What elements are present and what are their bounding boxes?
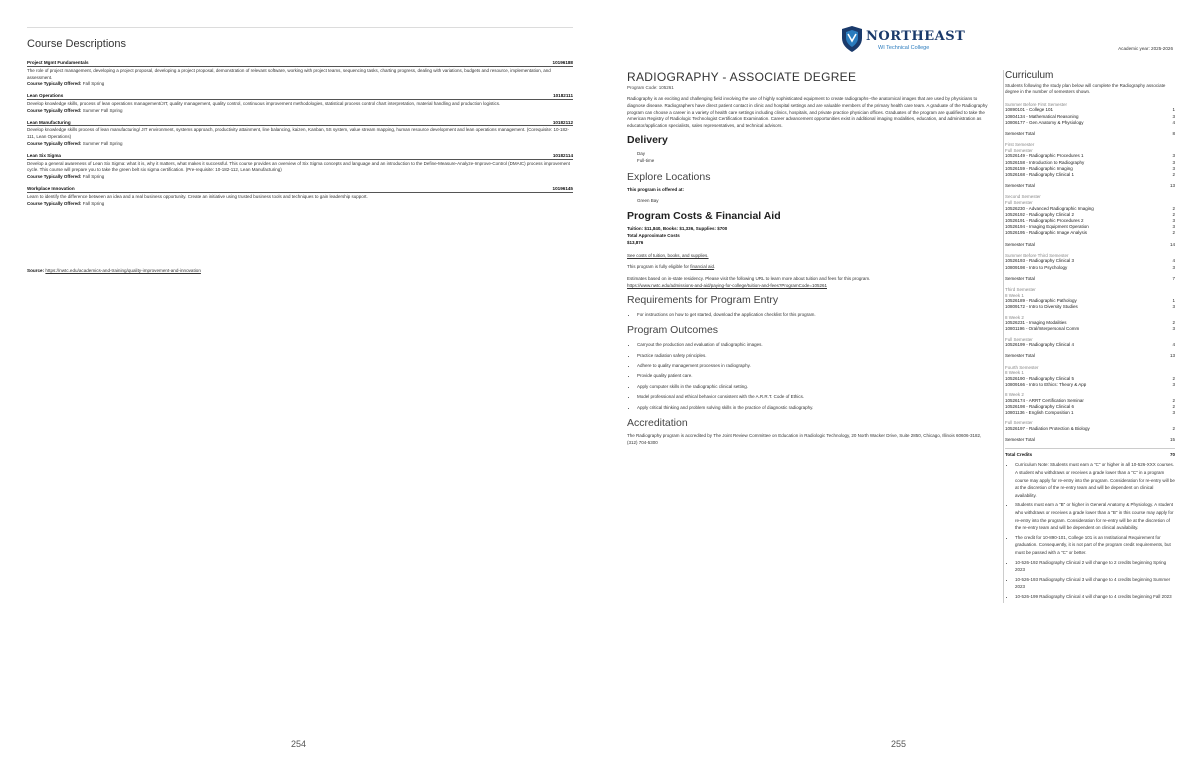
curriculum-course-credits: 2 (1172, 404, 1175, 410)
curriculum-course-name: 10526158 - Introduction to Radiography (1005, 159, 1085, 165)
curriculum-course-row (1005, 426, 1175, 432)
requirement-item: • For instructions on how to get started, download the application checklist for this program. (637, 310, 989, 320)
curriculum-course-name: 10526159 - Radiographic Imaging (1005, 165, 1073, 171)
financial-aid-line (627, 264, 989, 271)
outcome-item: • Model professional and ethical behavior consistent with the A.R.R.T. Code of Ethics. (637, 392, 989, 402)
locations-label: This program is offered at: (627, 186, 685, 192)
curriculum-course-name: 10526199 - Radiography Clinical 4 (1005, 342, 1075, 348)
page-number: 254 (291, 739, 307, 749)
curriculum-course-row (1005, 265, 1175, 271)
curriculum-course-name: 10806177 - Gen Anatomy & Physiology (1005, 119, 1084, 125)
curriculum-course-name: 10526193 - Radiography Clinical 3 (1005, 258, 1075, 264)
curriculum-note: • Curriculum Note: Students must earn a "C" or higher in all 10-526-XXX courses. A student who withdraws or receives a grade lower than a "C" in a program course may apply for re-entry into the program. Consideration for re-entry will be at the discretion of the re-entry team and will be dependent on clinical availability. (1015, 461, 1175, 499)
course-offered (27, 201, 573, 208)
semester-total (1005, 183, 1175, 189)
estimates-link[interactable]: https://www.nwtc.edu/admissions-and-aid/paying-for-college/tuition-and-fees?ProgramCode=105261 (627, 283, 827, 289)
curriculum-course-row (1005, 304, 1175, 310)
curriculum-course-credits: 2 (1172, 426, 1175, 432)
curriculum-course-name: 10526194 - Imaging Equipment Operation (1005, 224, 1089, 230)
course-header (27, 93, 573, 100)
curriculum-course-credits: 4 (1172, 119, 1175, 125)
curriculum-course-credits: 3 (1172, 326, 1175, 332)
group-label: 8 Week 1 (1005, 370, 1024, 376)
curriculum-course-credits: 2 (1172, 397, 1175, 403)
financial-aid-text: This program is fully eligible for (627, 264, 691, 270)
course-name: Lean Six Sigma (27, 152, 61, 158)
course-name: Workplace Innovation (27, 185, 75, 191)
group-label: 8 Week 2 (1005, 314, 1024, 320)
course-description: Develop a general awareness of Lean Six Sigma: what it is, why it matters, what makes it successful. This course provides an overview of Six Sigma concepts and language and an introduction to the Define-Measure-Analyze-Improve-Control (DMAIC) process improvement cycle. This course will prepare you to take the green belt six sigma certification. (Pre-requisite: 10-182-112, Lean Manufacturing) (27, 160, 570, 173)
outcome-item: • Adhere to quality management processes in radiography. (637, 361, 989, 371)
course-entry (27, 186, 573, 207)
total-credits-value: 70 (1169, 452, 1175, 458)
curriculum-course-name: 10526189 - Radiographic Pathology (1005, 298, 1077, 304)
delivery-item: Day (637, 150, 646, 156)
semester-label: Full Semester (1005, 147, 1033, 153)
program-code: Program Code: 105261 (627, 85, 674, 90)
semester-block (1005, 142, 1175, 189)
requirements-heading: Requirements for Program Entry (627, 293, 779, 306)
semester-label: Full Semester (1005, 200, 1033, 206)
offered-terms: Fall Spring (82, 81, 105, 87)
source-line (27, 268, 201, 273)
curriculum-panel (1003, 70, 1175, 603)
course-name: Project Mgmt Fundamentals (27, 60, 89, 65)
group-label: Full Semester (1005, 420, 1033, 426)
college-logo (840, 26, 980, 54)
top-divider (27, 27, 573, 28)
curriculum-notes (1005, 461, 1175, 600)
semester-label: Third Semester (1005, 287, 1036, 293)
curriculum-course-name: 10526190 - Radiography Clinical 5 (1005, 375, 1075, 381)
curriculum-course-credits: 3 (1172, 304, 1175, 310)
semester-block (1005, 253, 1175, 282)
course-name: Lean Operations (27, 93, 64, 99)
outcomes-heading: Program Outcomes (627, 324, 719, 337)
curriculum-course-credits: 3 (1172, 264, 1175, 270)
total-credits (1005, 448, 1175, 457)
offered-label: Course Typically Offered: (27, 174, 82, 180)
course-offered (27, 108, 573, 115)
financial-aid-link[interactable]: financial aid (690, 264, 715, 270)
curriculum-course-name: 10526198 - Radiography Clinical 6 (1005, 404, 1075, 410)
curriculum-course-credits: 2 (1172, 211, 1175, 217)
offered-label: Course Typically Offered: (27, 107, 82, 113)
course-entry (27, 93, 573, 114)
source-label: Source: (27, 268, 45, 273)
semester-list (1005, 102, 1175, 444)
semester-total-value: 7 (1172, 275, 1175, 281)
course-description: The role of project management, developing a project proposal, developing a project proposal, demonstration of relevant software, working with project teams, sequencing tasks, charting progress, dealing with variations, budgets and resource, implementation, and assessment. (27, 67, 551, 80)
financial-aid-end: . (714, 264, 716, 270)
semester-label: Fourth Semester (1005, 364, 1039, 370)
curriculum-course-credits: 3 (1172, 410, 1175, 416)
offered-label: Course Typically Offered: (27, 140, 82, 146)
course-entry (27, 120, 573, 148)
semester-total-label: Semester Total (1005, 437, 1035, 443)
semester-total (1005, 131, 1175, 137)
course-description: Develop knowledge skills, process of lean operations management/JIT, quality management, quality control, continuous improvement methodologies, statistical process control chart interpretation, material handling and production logistics. (27, 100, 501, 106)
semester-total-value: 8 (1172, 131, 1175, 137)
tuition-line: Tuition: $11,840, Books: $1,336, Supplies: $700 (627, 226, 728, 232)
semester-total-value: 14 (1169, 241, 1175, 247)
group-label: Full Semester (1005, 336, 1033, 342)
course-offered (27, 174, 573, 181)
semester-block (1005, 287, 1175, 360)
curriculum-course-name: 10809172 - Intro to Diversity Studies (1005, 304, 1078, 310)
curriculum-note: • 10-526-193 Radiography Clinical 3 will change to 4 credits beginning Summer 2023 (1015, 576, 1175, 591)
semester-block (1005, 194, 1175, 247)
offered-terms: Fall Spring (82, 174, 105, 180)
curriculum-course-name: 10801136 - English Composition 1 (1005, 410, 1074, 416)
curriculum-course-row (1005, 342, 1175, 348)
course-offered (27, 81, 573, 88)
academic-year: Academic year: 2025-2026 (1118, 46, 1173, 51)
costs-heading: Program Costs & Financial Aid (627, 210, 781, 223)
course-header (27, 60, 573, 67)
curriculum-course-credits: 1 (1172, 298, 1175, 304)
total-credits-label: Total Credits (1005, 452, 1033, 458)
course-list (27, 60, 573, 212)
semester-label: First Semester (1005, 142, 1035, 148)
semester-total-label: Semester Total (1005, 353, 1035, 359)
semester-total (1005, 437, 1175, 443)
course-code: 10182114 (552, 152, 573, 158)
curriculum-title: Curriculum (1005, 70, 1054, 81)
offered-label: Course Typically Offered: (27, 81, 82, 87)
total-costs-label: Total Approximate Costs (627, 233, 680, 239)
semester-total (1005, 276, 1175, 282)
course-name: Lean Manufacturing (27, 119, 71, 125)
curriculum-course-name: 10526168 - Radiography Clinical 1 (1005, 172, 1075, 178)
curriculum-course-name: 10526192 - Radiography Clinical 2 (1005, 211, 1075, 217)
semester-label: Summer Before First Semester (1005, 101, 1068, 107)
outcome-item: • Apply critical thinking and problem solving skills in the practice of diagnostic radiography. (637, 403, 989, 413)
estimates-text: Estimates based on in-state residency. Please visit the following URL to learn more about tuition and fees for this program. (627, 276, 871, 282)
curriculum-course-name: 10526230 - Advanced Radiographic Imaging (1005, 205, 1094, 211)
curriculum-note: • Students must earn a "B" or higher in General Anatomy & Physiology. A student who withdraws or receives a grade lower than a "B" in this course may apply for re-entry into the program. Consideration for re-entry will be at the discretion of the re-entry team and will be dependent on clinical availability. (1015, 501, 1175, 531)
program-intro: Radiography is an exciting and challenging field involving the use of highly sophisticated equipment to create radiographs--the anatomical images that are used by physicians to diagnose disease. Radiographers have direct patient contact in clinic and hospital settings and are valuable members of the primary health care team. A graduate of the Radiography program can choose a career in a variety of health care settings including clinics, hospitals, and private practice physician offices. Graduates of the program are qualified to take the American Registry of Radiologic Technologist Certification Examination. Career advancement opportunities exist in additional imaging modalities, education, and administration as educator/application specialists, sales representatives, and technical advisors. (627, 96, 988, 129)
offered-label: Course Typically Offered: (27, 200, 82, 206)
outcome-item: • Practice radiation safety principles. (637, 351, 989, 361)
page-number: 255 (891, 739, 907, 749)
outcome-item: • Apply computer skills in the radiographic clinical setting. (637, 382, 989, 392)
page-title: Course Descriptions (27, 38, 127, 50)
semester-label: Second Semester (1005, 194, 1041, 200)
course-code: 10196188 (552, 60, 573, 65)
program-main (627, 70, 989, 451)
see-costs-link[interactable]: See costs of tuition, books, and supplies. (627, 252, 709, 258)
delivery-item: Full-time (637, 158, 655, 164)
curriculum-course-credits: 3 (1172, 224, 1175, 230)
curriculum-course-row (1005, 172, 1175, 178)
accreditation-heading: Accreditation (627, 417, 688, 430)
curriculum-course-name: 10526191 - Radiographic Procedures 2 (1005, 218, 1084, 224)
semester-block (1005, 365, 1175, 444)
semester-total (1005, 242, 1175, 248)
curriculum-course-name: 10526197 - Radiation Protection & Biology (1005, 426, 1090, 432)
right-page (600, 0, 1200, 776)
locations-heading: Explore Locations (627, 170, 711, 183)
curriculum-course-name: 10526231 - Imaging Modalities (1005, 320, 1067, 326)
semester-label: Summer Before Third Semester (1005, 252, 1069, 258)
semester-total-label: Semester Total (1005, 183, 1035, 189)
semester-block (1005, 102, 1175, 137)
program-title: RADIOGRAPHY - ASSOCIATE DEGREE (627, 70, 857, 84)
course-entry (27, 60, 573, 88)
curriculum-course-name: 10526195 - Radiographic Image Analysis (1005, 230, 1088, 236)
curriculum-course-credits: 3 (1172, 165, 1175, 171)
curriculum-course-credits: 4 (1172, 258, 1175, 264)
logo-name: NORTHEAST (866, 29, 966, 44)
curriculum-course-row (1005, 230, 1175, 236)
curriculum-intro: Students following the study plan below will complete the Radiography associate degree in the number of semesters shown. (1005, 83, 1166, 95)
curriculum-course-credits: 3 (1172, 382, 1175, 388)
logo-subtitle: WI Technical College (878, 45, 930, 51)
outcomes-list (627, 340, 989, 413)
offered-terms: Fall Spring (82, 200, 105, 206)
curriculum-course-credits: 3 (1172, 218, 1175, 224)
curriculum-course-credits: 3 (1172, 113, 1175, 119)
curriculum-note: • 10-526-199 Radiography Clinical 4 will change to 4 credits beginning Fall 2023 (1015, 593, 1175, 601)
course-header (27, 120, 573, 127)
course-description: Learn to identify the difference between an idea and a real business opportunity. Create an initiative using trusted business tools and techniques to gain leadership support. (27, 193, 368, 199)
course-header (27, 186, 573, 193)
curriculum-course-credits: 2 (1172, 205, 1175, 211)
semester-total-label: Semester Total (1005, 275, 1035, 281)
semester-total-label: Semester Total (1005, 241, 1035, 247)
curriculum-course-name: 10526149 - Radiographic Procedures 1 (1005, 153, 1084, 159)
curriculum-course-credits: 2 (1172, 230, 1175, 236)
curriculum-course-name: 10809198 - Intro to Psychology (1005, 264, 1068, 270)
curriculum-course-name: 10801196 - Oral/Interpersonal Comm (1005, 326, 1080, 332)
curriculum-course-row (1005, 120, 1175, 126)
semester-total (1005, 353, 1175, 359)
curriculum-course-name: 10890101 - College 101 (1005, 107, 1054, 113)
offered-terms: Summer Fall Spring (82, 140, 123, 146)
course-offered (27, 141, 573, 148)
group-label: 8 Week 2 (1005, 392, 1024, 398)
curriculum-course-credits: 4 (1172, 342, 1175, 348)
curriculum-course-row (1005, 410, 1175, 416)
semester-total-value: 15 (1169, 437, 1175, 443)
curriculum-note: • The credit for 10-890-101, College 101 is an Institutional Requirement for graduation. Consequently, it is not part of the program credit requirements, but must be passed with a "C" or better. (1015, 534, 1175, 557)
curriculum-course-credits: 2 (1172, 172, 1175, 178)
curriculum-course-row (1005, 326, 1175, 332)
shield-logo-icon (840, 26, 864, 52)
curriculum-course-name: 10526174 - ARRT Certification Seminar (1005, 397, 1084, 403)
course-code: 10182112 (552, 119, 573, 125)
semester-total-value: 13 (1169, 183, 1175, 189)
offered-terms: Summer Fall Spring (82, 107, 123, 113)
curriculum-course-name: 10804134 - Mathematical Reasoning (1005, 113, 1079, 119)
delivery-heading: Delivery (627, 133, 668, 146)
curriculum-course-credits: 1 (1172, 107, 1175, 113)
curriculum-course-row (1005, 382, 1175, 388)
curriculum-course-name: 10809166 - Intro to Ethics: Theory & App (1005, 382, 1087, 388)
curriculum-course-credits: 3 (1172, 153, 1175, 159)
total-costs-value: $13,876 (627, 239, 644, 245)
curriculum-course-credits: 2 (1172, 375, 1175, 381)
group-label: 8 Week 1 (1005, 292, 1024, 298)
curriculum-course-credits: 3 (1172, 159, 1175, 165)
semester-total-value: 13 (1169, 353, 1175, 359)
location-item: Green Bay (637, 197, 659, 203)
course-header (27, 153, 573, 160)
requirements-list (627, 310, 989, 320)
course-description: Develop knowledge skills process of lean manufacturing/ JIT environment, systems approach, productivity attainment, line balancing, kaizen, Kanban, 5S system, value stream mapping, human resource development and lean operations management. (Corequisite: 10-182-111, Lean Operations) (27, 127, 569, 140)
course-code: 10182111 (553, 93, 573, 99)
outcome-item: • Carryout the production and evaluation of radiographic images. (637, 340, 989, 350)
source-link[interactable]: https://nwtc.edu/academics-and-training/quality-improvement-and-innovation (45, 268, 201, 273)
semester-total-label: Semester Total (1005, 131, 1035, 137)
outcome-item: • Provide quality patient care. (637, 371, 989, 381)
curriculum-note: • 10-526-192 Radiography Clinical 2 will change to 2 credits beginning Spring 2023 (1015, 559, 1175, 574)
accreditation-text: The Radiography program is accredited by The Joint Review Committee on Education in Radiologic Technology, 20 North Wacker Drive, Suite 2850, Chicago, Illinois 60606-3182, (312) 704-5300 (627, 433, 982, 445)
course-code: 10196145 (552, 185, 573, 191)
course-entry (27, 153, 573, 181)
curriculum-course-credits: 2 (1172, 320, 1175, 326)
